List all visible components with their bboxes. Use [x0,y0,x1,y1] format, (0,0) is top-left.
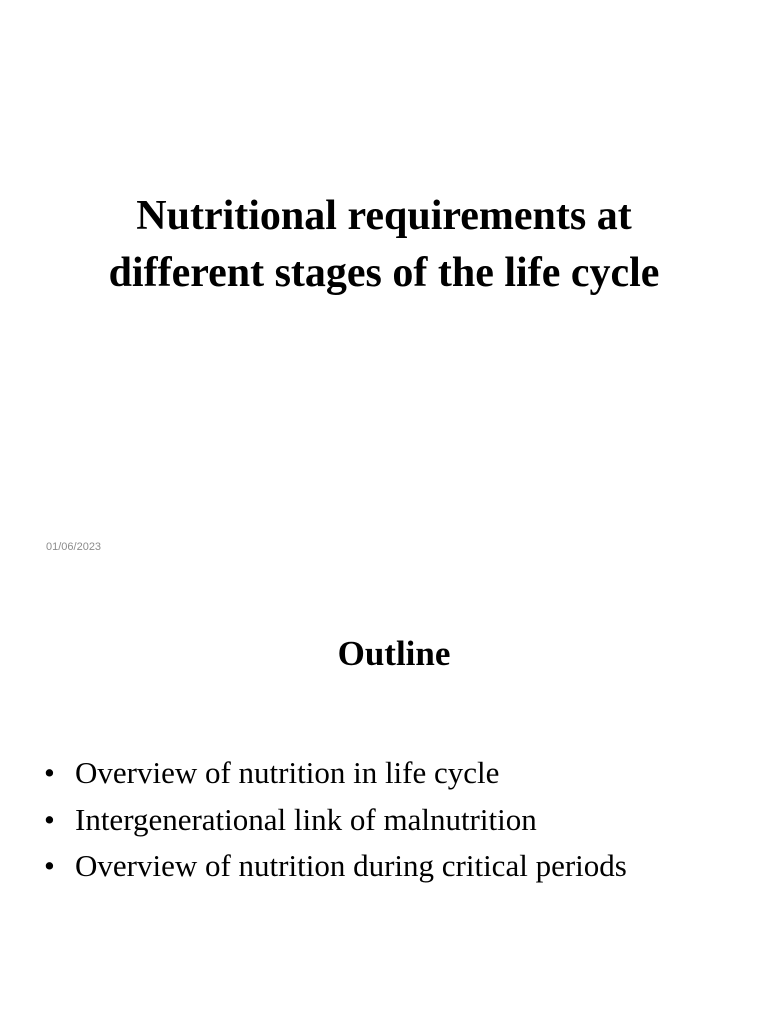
bullet-text: Overview of nutrition in life cycle [75,755,500,790]
outline-slide [0,576,768,1024]
slide-date: 01/06/2023 [46,541,102,553]
bullet-icon: • [44,755,55,790]
outline-title: Outline [337,634,451,673]
list-item [44,750,627,797]
bullet-text: Overview of nutrition during critical periods [75,848,627,883]
bullet-icon: • [44,848,55,883]
slide-title-line-2: different stages of the life cycle [108,250,660,296]
bullet-icon: • [44,801,55,837]
list-item [44,843,627,890]
slide-title-line-1: Nutritional requirements at [136,193,632,239]
outline-bullet-list [44,750,627,890]
bullet-text: Intergenerational link of malnutrition [75,801,537,837]
list-item [44,797,627,844]
slide-title [0,188,768,302]
